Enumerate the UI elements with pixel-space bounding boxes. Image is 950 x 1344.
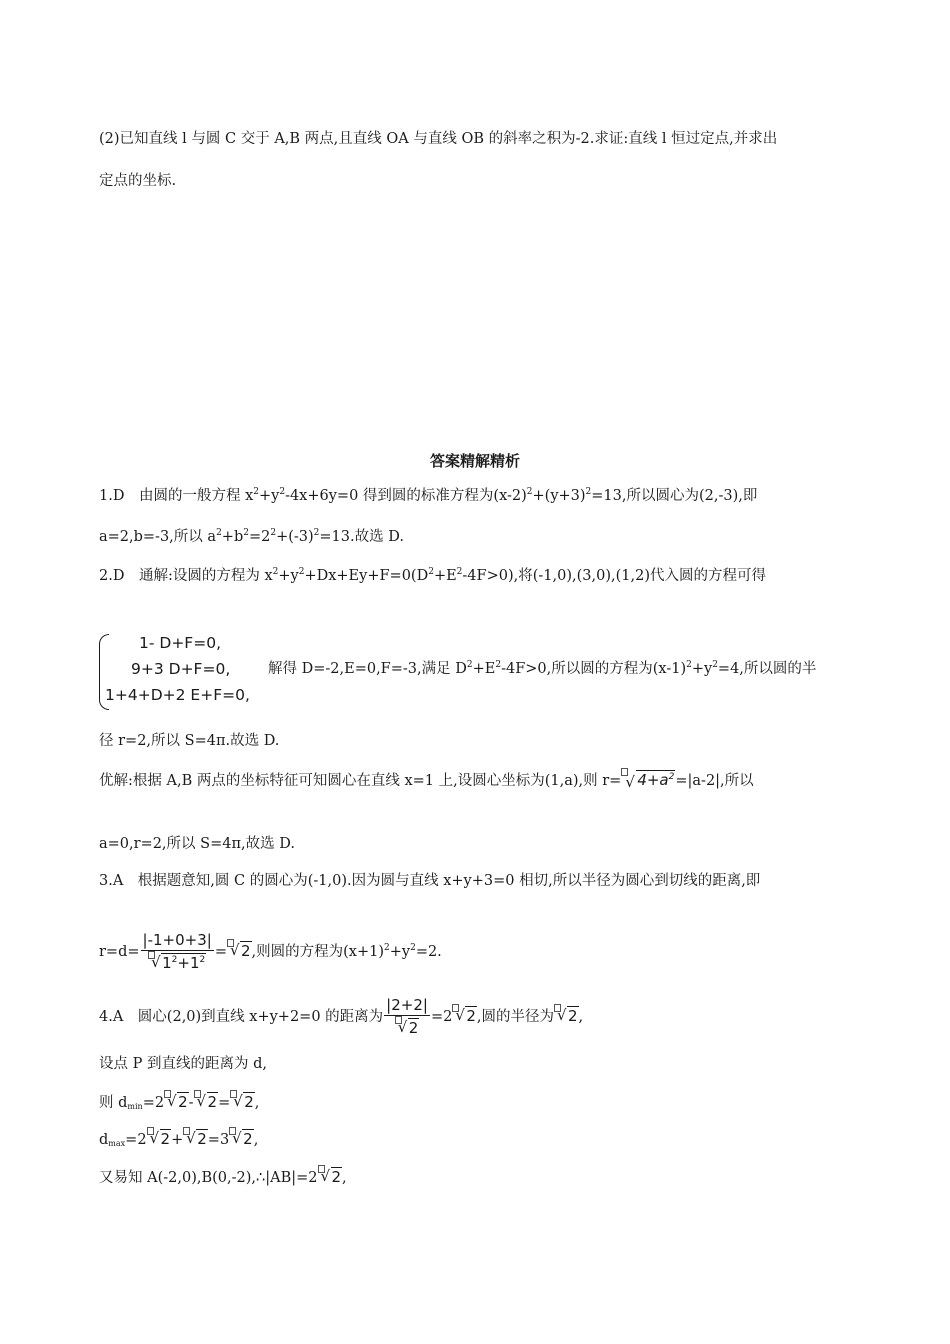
radical-sign-icon: √ [625, 773, 635, 791]
answer-2-alt-line-1: 优解:根据 A,B 两点的坐标特征可知圆心在直线 x=1 上,设圆心坐标为(1,a),则 r= √ $4+a^2=|a-2|$,所以 [99, 768, 754, 791]
question-2-line-2: 定点的坐标. [99, 173, 177, 189]
answer-4-line-4: $d_{max}=2√$ 2+√ 2=3√ 2, [99, 1127, 258, 1150]
answer-4-line-1: 4.A 圆心(2,0)到直线 x+y+2=0 的距离为 |2+2| √ 2 =2√ 2,圆的半径为√ 2, [99, 995, 583, 1038]
equation-2: 9+3 D+F=0, [131, 660, 231, 678]
answers-title: 答案精解精析 [429, 452, 520, 470]
equation-system [99, 632, 274, 710]
answer-4-line-3: 则 $d_{min}=2√$ 2-√ 2=√ 2, [99, 1090, 259, 1113]
answer-3-line-2: r=d= |-1+0+3| √ $1^2+1^2$ =√ 2,则圆的方程为$(x+1)^2+y^2=2$. [99, 930, 442, 973]
distance-fraction: |2+2| √ 2 [384, 996, 430, 1038]
equation-1: 1- D+F=0, [139, 634, 221, 652]
answer-4-line-2: 设点 P 到直线的距离为 d, [99, 1056, 267, 1072]
answer-2-alt-line-2: a=0,r=2,所以 S=4π,故选 D. [99, 836, 295, 852]
answer-3-line-1: 3.A 根据题意知,圆 C 的圆心为(-1,0).因为圆与直线 x+y+3=0 相切,所以半径为圆心到切线的距离,即 [99, 873, 761, 889]
answer-2-solution: 解得 D=-2,E=0,F=-3,满足 $D^2+E^2-4F>0$,所以圆的方程为$(x-1)^2+y^2=4$,所以圆的半 [268, 660, 817, 677]
answer-2-line-1: 2.D 通解:设圆的方程为 $x^2+y^2+Dx+Ey+F=0(D^2+E^2-4F>0)$,将(-1,0),(3,0),(1,2)代入圆的方程可得 [99, 567, 766, 584]
answer-2-line-3: 径 r=2,所以 S=4π.故选 D. [99, 733, 280, 749]
square-root: √ $4+a^2$ [625, 771, 675, 791]
answer-4-line-5: 又易知 A(-2,0),B(0,-2),∴|AB|=2√ 2, [99, 1165, 347, 1188]
answer-1-line-1: 1.D 由圆的一般方程 $x^2+y^2-4x+6y=0$ 得到圆的标准方程为$(x-2)^2+(y+3)^2=13$,所以圆心为(2,-3),即 [99, 487, 758, 504]
distance-fraction: |-1+0+3| √ $1^2+1^2$ [141, 931, 214, 973]
equation-3: 1+4+D+2 E+F=0, [105, 686, 250, 704]
question-2-line-1: (2)已知直线 l 与圆 C 交于 A,B 两点,且直线 OA 与直线 OB 的斜率之积为-2.求证:直线 l 恒过定点,并求出 [99, 131, 778, 147]
answer-1-line-2: a=2,b=-3,所以 $a^2+b^2=2^2+(-3)^2=13$.故选 D. [99, 528, 404, 545]
